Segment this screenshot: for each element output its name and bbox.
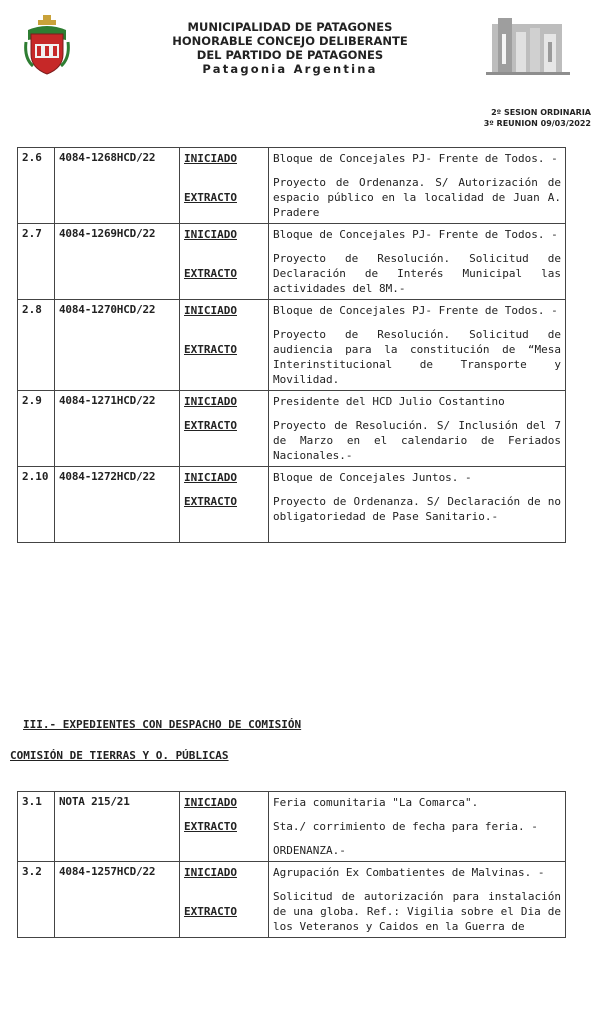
table-row (18, 792, 566, 862)
iniciado-text: Presidente del HCD Julio Costantino (273, 395, 505, 408)
session-info (484, 108, 591, 129)
iniciado-label: INICIADO (184, 471, 237, 484)
extracto-label: EXTRACTO (184, 419, 237, 432)
iniciado-text: Bloque de Concejales PJ- Frente de Todos. - (273, 228, 558, 241)
table-row (18, 862, 566, 938)
extracto-label: EXTRACTO (184, 267, 237, 280)
iniciado-text: Bloque de Concejales PJ- Frente de Todos. - (273, 304, 558, 317)
row-description (269, 391, 566, 467)
row-labels (180, 862, 269, 938)
document-header (0, 0, 603, 128)
expediente-code: 4084-1268HCD/22 (55, 148, 180, 224)
iniciado-label: INICIADO (184, 395, 237, 408)
row-labels (180, 148, 269, 224)
session-line-2: 3º REUNION 09/03/2022 (483, 118, 591, 128)
expediente-code: 4084-1257HCD/22 (55, 862, 180, 938)
extracto-label: EXTRACTO (184, 191, 237, 204)
iniciado-label: INICIADO (184, 796, 237, 809)
item-number: 2.9 (18, 391, 55, 467)
table-row (18, 224, 566, 300)
extracto-text: Proyecto de Resolución. S/ Inclusión del 7 de Marzo en el calendario de Feriados Nacionales.- (273, 419, 561, 462)
section-title: III.- EXPEDIENTES CON DESPACHO DE COMISIÓN (23, 718, 302, 731)
extracto-text: Sta./ corrimiento de fecha para feria. - (273, 820, 538, 833)
iniciado-text: Bloque de Concejales PJ- Frente de Todos. - (273, 152, 558, 165)
row-description (269, 792, 566, 862)
expediente-code: 4084-1269HCD/22 (55, 224, 180, 300)
expediente-code: 4084-1272HCD/22 (55, 467, 180, 543)
heading-line-2: HONORABLE CONCEJO DELIBERANTE (172, 34, 408, 48)
row-labels (180, 467, 269, 543)
row-labels (180, 792, 269, 862)
expedientes-table-2 (17, 147, 566, 543)
row-description (269, 300, 566, 391)
iniciado-text: Feria comunitaria "La Comarca". (273, 796, 479, 809)
table-row (18, 148, 566, 224)
extracto-label: EXTRACTO (184, 905, 237, 918)
item-number: 2.8 (18, 300, 55, 391)
heading-line-4: Patagonia Argentina (202, 62, 378, 76)
heading-line-3: DEL PARTIDO DE PATAGONES (196, 48, 384, 62)
extracto-text: Proyecto de Ordenanza. S/ Declaración de no obligatoriedad de Pase Sanitario.- (273, 495, 561, 523)
item-number: 3.1 (18, 792, 55, 862)
extracto-label: EXTRACTO (184, 820, 237, 833)
table-row (18, 300, 566, 391)
iniciado-label: INICIADO (184, 152, 237, 165)
row-labels (180, 224, 269, 300)
extracto-text: Proyecto de Resolución. Solicitud de Declaración de Interés Municipal las actividades del 8M.- (273, 252, 561, 295)
iniciado-label: INICIADO (184, 866, 237, 879)
extracto-label: EXTRACTO (184, 495, 237, 508)
row-description (269, 224, 566, 300)
row-description (269, 467, 566, 543)
coat-of-arms-icon (24, 14, 70, 76)
item-number: 3.2 (18, 862, 55, 938)
iniciado-text: Bloque de Concejales Juntos. - (273, 471, 472, 484)
item-number: 2.7 (18, 224, 55, 300)
row-labels (180, 300, 269, 391)
iniciado-label: INICIADO (184, 228, 237, 241)
expedientes-table-3 (17, 791, 566, 938)
extracto-label: EXTRACTO (184, 343, 237, 356)
row-labels (180, 391, 269, 467)
institution-heading (100, 20, 480, 76)
item-number: 2.10 (18, 467, 55, 543)
building-logo-icon (486, 14, 570, 76)
expediente-code: 4084-1270HCD/22 (55, 300, 180, 391)
session-line-1: 2º SESION ORDINARIA (491, 108, 591, 117)
extracto-text: Proyecto de Resolución. Solicitud de audiencia para la constitución de “Mesa Interinstitucional de Transporte y Movilidad. (273, 328, 561, 386)
item-number: 2.6 (18, 148, 55, 224)
iniciado-label: INICIADO (184, 304, 237, 317)
expediente-code: 4084-1271HCD/22 (55, 391, 180, 467)
extracto-text: Proyecto de Ordenanza. S/ Autorización de espacio público en la localidad de Juan A. Pradere (273, 176, 561, 219)
row-description (269, 862, 566, 938)
table-row (18, 391, 566, 467)
row-description (269, 148, 566, 224)
commission-title: COMISIÓN DE TIERRAS Y O. PÚBLICAS (10, 749, 229, 762)
extracto-text: Solicitud de autorización para instalación de una globa. Ref.: Vigilia sobre el Dia de los Veteranos y Caidos en la Guerra de (273, 890, 561, 933)
iniciado-text: Agrupación Ex Combatientes de Malvinas. - (273, 866, 545, 879)
table-row (18, 467, 566, 543)
heading-line-1: MUNICIPALIDAD DE PATAGONES (187, 20, 393, 34)
expediente-code: NOTA 215/21 (55, 792, 180, 862)
resolution-text: ORDENANZA.- (273, 844, 346, 857)
